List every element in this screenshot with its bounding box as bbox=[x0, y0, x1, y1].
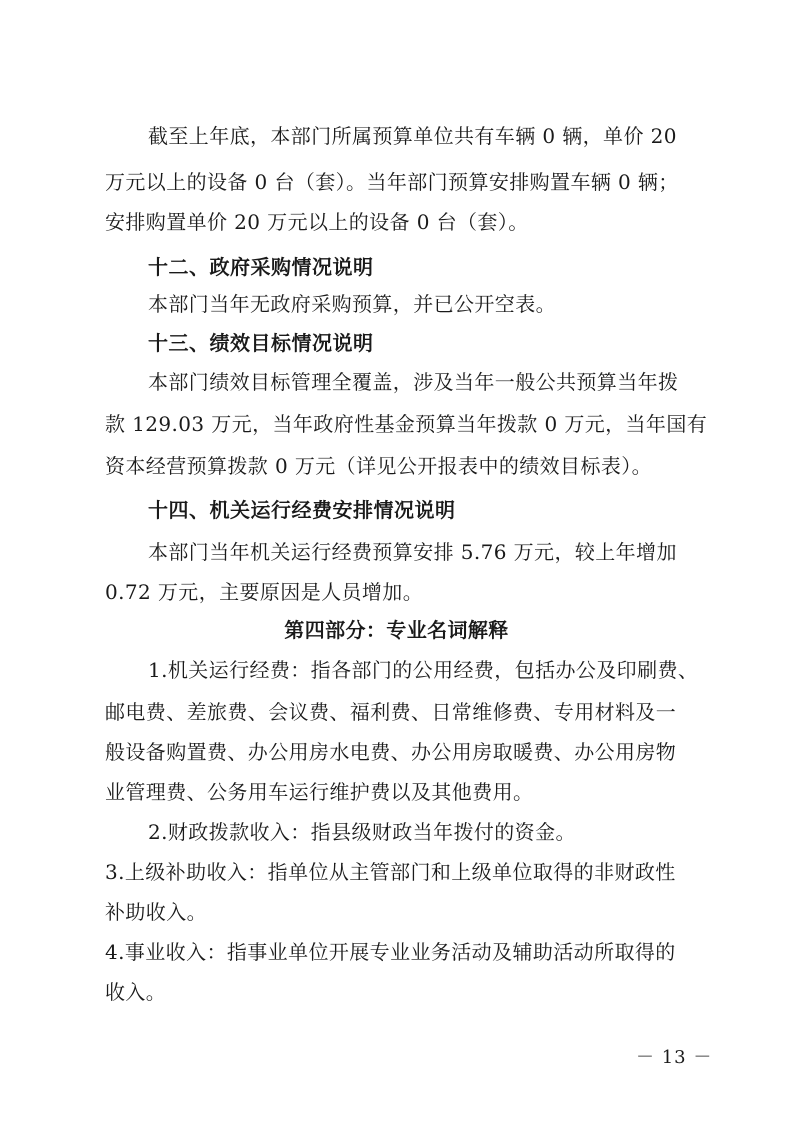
term-item-1-line-4: 业管理费、公务用车运行维护费以及其他费用。 bbox=[105, 780, 534, 804]
part-four-title: 第四部分：专业名词解释 bbox=[284, 618, 509, 642]
term-item-3-line-2: 补助收入。 bbox=[105, 900, 207, 924]
section-twelve-heading: 十二、政府采购情况说明 bbox=[148, 255, 374, 279]
section-thirteen-heading: 十三、绩效目标情况说明 bbox=[148, 331, 374, 355]
section-thirteen-line-2: 款 129.03 万元，当年政府性基金预算当年拨款 0 万元，当年国有 bbox=[105, 412, 708, 436]
section-thirteen-line-3: 资本经营预算拨款 0 万元（详见公开报表中的绩效目标表）。 bbox=[105, 454, 653, 478]
section-eleven-line-1: 截至上年底，本部门所属预算单位共有车辆 0 辆，单价 20 bbox=[148, 124, 677, 148]
page-number: － 13 － bbox=[636, 1047, 713, 1068]
term-item-1-line-3: 般设备购置费、办公用房水电费、办公用房取暖费、办公用房物 bbox=[105, 740, 677, 764]
term-item-1-line-2: 邮电费、差旅费、会议费、福利费、日常维修费、专用材料及一 bbox=[105, 700, 677, 724]
term-item-1-line-1: 1.机关运行经费：指各部门的公用经费，包括办公及印刷费、 bbox=[148, 658, 699, 682]
term-item-4-line-1: 4.事业收入：指事业单位开展专业业务活动及辅助活动所取得的 bbox=[105, 940, 676, 964]
section-fourteen-heading: 十四、机关运行经费安排情况说明 bbox=[148, 498, 456, 522]
section-thirteen-line-1: 本部门绩效目标管理全覆盖，涉及当年一般公共预算当年拨 bbox=[148, 370, 679, 394]
term-item-2-line-1: 2.财政拨款收入：指县级财政当年拨付的资金。 bbox=[148, 820, 576, 844]
section-twelve-line-1: 本部门当年无政府采购预算，并已公开空表。 bbox=[148, 292, 556, 316]
section-eleven-line-2: 万元以上的设备 0 台（套）。当年部门预算安排购置车辆 0 辆； bbox=[105, 170, 679, 194]
section-fourteen-line-1: 本部门当年机关运行经费预算安排 5.76 万元，较上年增加 bbox=[148, 540, 677, 564]
term-item-4-line-2: 收入。 bbox=[105, 980, 167, 1004]
section-eleven-line-3: 安排购置单价 20 万元以上的设备 0 台（套）。 bbox=[105, 210, 529, 234]
term-item-3-line-1: 3.上级补助收入：指单位从主管部门和上级单位取得的非财政性 bbox=[105, 860, 676, 884]
section-fourteen-line-2: 0.72 万元，主要原因是人员增加。 bbox=[105, 580, 424, 604]
